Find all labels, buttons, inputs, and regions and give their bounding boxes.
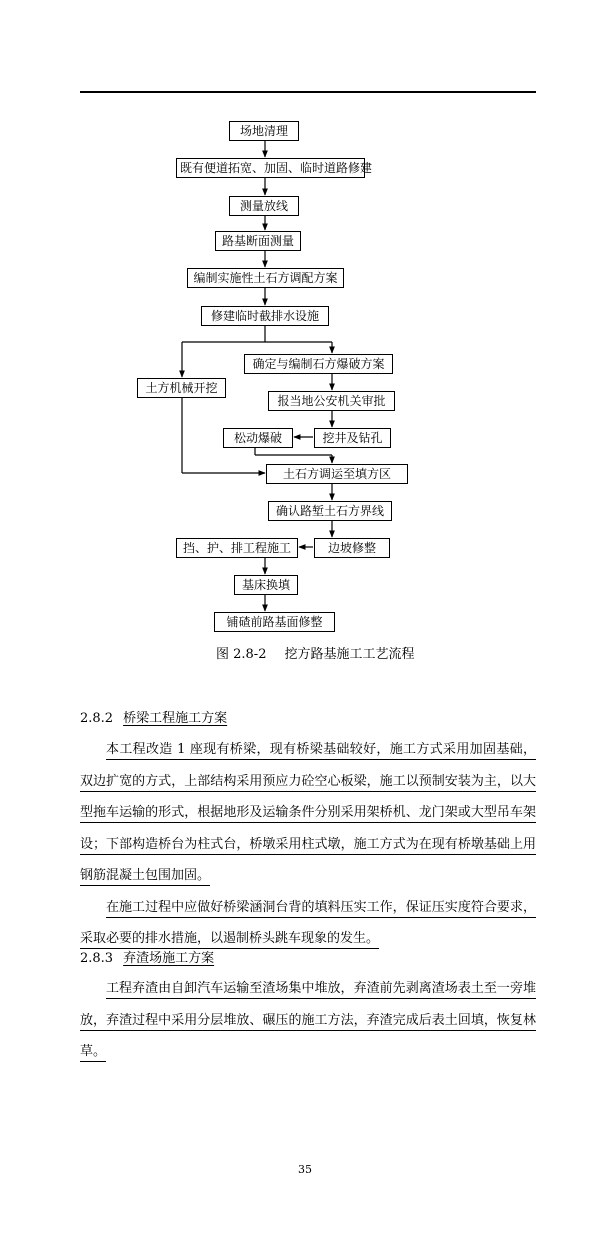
step-road-widening: 既有便道拓宽、加固、临时道路修建 <box>176 158 365 178</box>
section-title: 桥梁工程施工方案 <box>123 711 228 726</box>
paragraph: 工程弃渣由自卸汽车运输至渣场集中堆放，弃渣前先剥离渣场表土至一旁堆放，弃渣过程中采用分层堆放、碾压的施工方法，弃渣完成后表土回填，恢复林草。 <box>80 981 536 1059</box>
section-title: 弃渣场施工方案 <box>123 951 215 966</box>
step-transport-fill: 土石方调运至填方区 <box>266 464 408 484</box>
step-drainage: 修建临时截排水设施 <box>201 306 329 326</box>
page-number: 35 <box>298 1163 312 1176</box>
figure-number: 图 2.8-2 <box>216 647 267 662</box>
section-number: 2.8.2 <box>80 711 114 726</box>
figure-title: 挖方路基施工工艺流程 <box>284 647 415 662</box>
section-number: 2.8.3 <box>80 951 114 966</box>
step-survey-layout: 测量放线 <box>229 196 299 216</box>
section-body-2-8-3 <box>80 973 536 1068</box>
step-police-approval: 报当地公安机关审批 <box>268 391 395 411</box>
step-slope-trimming: 边坡修整 <box>314 538 390 558</box>
step-cross-section-survey: 路基断面测量 <box>215 231 301 251</box>
step-mechanical-excavation: 土方机械开挖 <box>137 378 226 398</box>
figure-caption <box>216 643 415 662</box>
step-drilling: 挖井及钻孔 <box>314 428 391 448</box>
step-site-clearing: 场地清理 <box>229 121 299 141</box>
step-earthwork-plan: 编制实施性土石方调配方案 <box>187 268 344 288</box>
section-heading-2-8-2 <box>80 707 227 726</box>
step-boundary-confirm: 确认路堑土石方界线 <box>268 501 392 521</box>
section-body-2-8-2 <box>80 734 536 955</box>
paragraph: 本工程改造 1 座现有桥梁，现有桥梁基础较好，施工方式采用加固基础，双边扩宽的方式，上部结构采用预应力砼空心板梁，施工以预制安装为主，以大型拖车运输的形式，根据地形及运输条件分别采用架桥机、龙门架或大型吊车架设；下部构造桥台为柱式台，桥墩采用柱式墩，施工方式为在现有桥墩基础上用钢筋混凝土包围加固。 <box>80 742 536 883</box>
step-loosening-blast: 松动爆破 <box>223 428 293 448</box>
step-blasting-plan: 确定与编制石方爆破方案 <box>244 354 393 374</box>
section-heading-2-8-3 <box>80 947 214 966</box>
step-subgrade-replace: 基床换填 <box>234 575 298 595</box>
step-surface-trimming: 铺碴前路基面修整 <box>214 612 335 632</box>
paragraph: 在施工过程中应做好桥梁涵洞台背的填料压实工作，保证压实度符合要求，采取必要的排水措施，以遏制桥头跳车现象的发生。 <box>80 899 536 946</box>
step-retaining-works: 挡、护、排工程施工 <box>176 538 298 558</box>
